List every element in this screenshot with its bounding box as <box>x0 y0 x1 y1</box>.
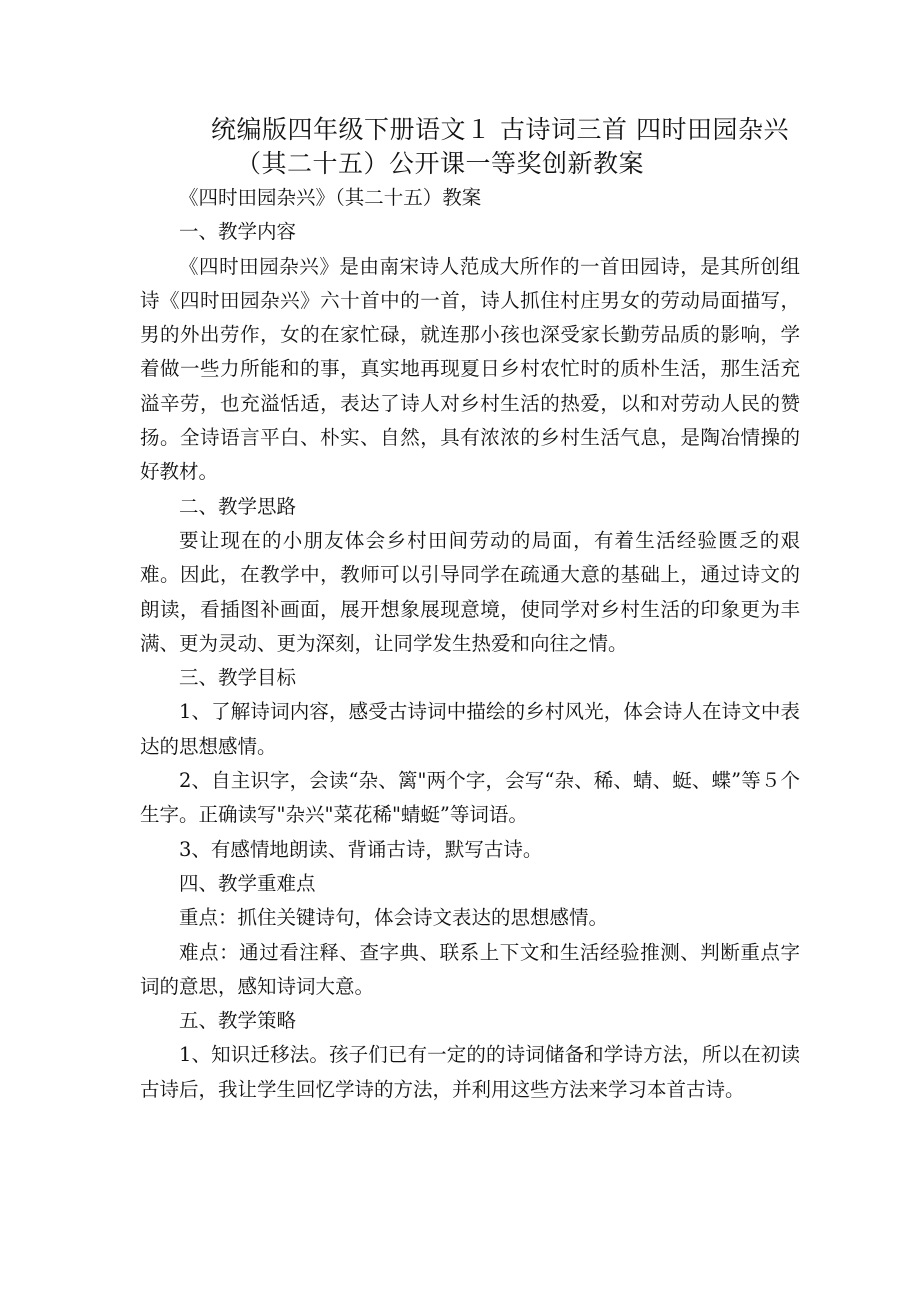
difficult-point-paragraph: 难点：通过看注释、查字典、联系上下文和生活经验推测、判断重点字词的意思，感知诗词大意。 <box>140 940 800 998</box>
document-title-line-1: 统编版四年级下册语文１ 古诗词三首 四时田园杂兴 <box>211 115 789 144</box>
document-body <box>140 181 800 1107</box>
document-title-line-2: （其二十五）公开课一等奖创新教案 <box>235 149 644 178</box>
section-heading-approach: 二、教学思路 <box>179 494 297 518</box>
lesson-plan-subtitle: 《四时田园杂兴》（其二十五）教案 <box>179 186 482 209</box>
section-heading-strategy: 五、教学策略 <box>179 1009 297 1033</box>
paragraph-approach: 要让现在的小朋友体会乡村田间劳动的局面，有着生活经验匮乏的艰难。因此，在教学中，教师可以引导同学在疏通大意的基础上，通过诗文的朗读，看插图补画面，展开想象展现意境，使同学对乡村生活的印象更为丰满、更为灵动、更为深刻，让同学发生热爱和向往之情。 <box>140 528 800 655</box>
section-heading-goals: 三、教学目标 <box>179 666 297 690</box>
section-heading-content: 一、教学内容 <box>179 220 297 244</box>
paragraph-content: 《四时田园杂兴》是由南宋诗人范成大所作的一首田园诗，是其所创组诗《四时田园杂兴》六十首中的一首，诗人抓住村庄男女的劳动局面描写，男的外出劳作，女的在家忙碌，就连那小孩也深受家长勤劳品质的影响，学着做一些力所能和的事，真实地再现夏日乡村农忙时的质朴生活，那生活充溢辛劳，也充溢恬适，表达了诗人对乡村生活的热爱，以和对劳动人民的赞扬。全诗语言平白、朴实、自然，具有浓浓的乡村生活气息，是陶冶情操的好教材。 <box>140 254 800 484</box>
goal-item-3: 3、有感情地朗读、背诵古诗，默写古诗。 <box>179 837 543 861</box>
strategy-item-1: 1、知识迁移法。孩子们已有一定的的诗词储备和学诗方法，所以在初读古诗后，我让学生回忆学诗的方法，并利用这些方法来学习本首古诗。 <box>140 1043 800 1101</box>
key-point-paragraph: 重点：抓住关键诗句，体会诗文表达的思想感情。 <box>179 906 609 930</box>
section-heading-key-points: 四、教学重难点 <box>179 871 316 895</box>
goal-item-1: 1、了解诗词内容，感受古诗词中描绘的乡村风光，体会诗人在诗文中表达的思想感情。 <box>140 700 800 758</box>
goal-item-2: 2、自主识字，会读“杂、篱"两个字，会写“杂、稀、蜻、蜓、蝶”等５个生字。正确读写"杂兴"菜花稀"蜻蜓”等词语。 <box>140 769 800 827</box>
